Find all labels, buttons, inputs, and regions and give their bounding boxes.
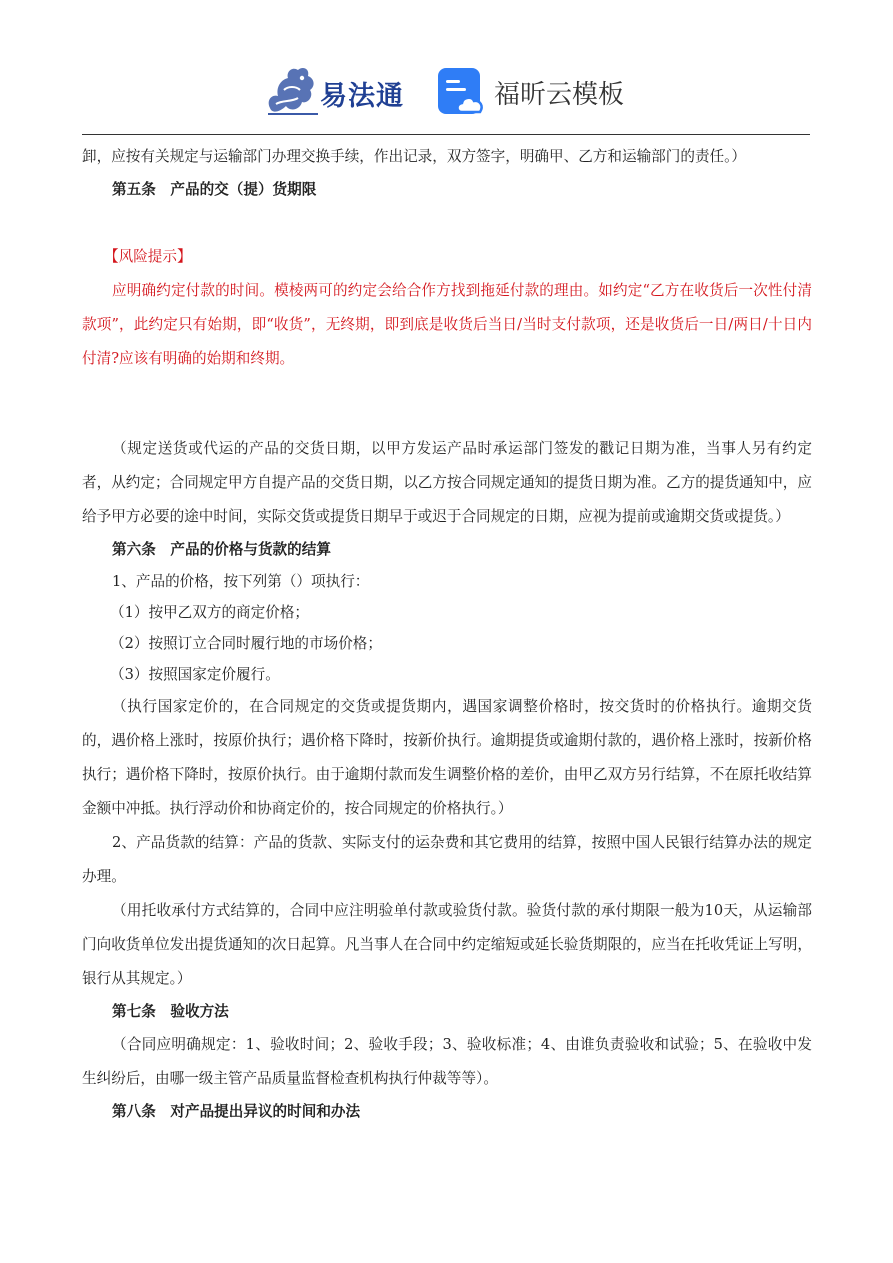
article-6-price-clause: 1、产品的价格，按下列第（）项执行： bbox=[112, 573, 370, 590]
article-6-price-note: （执行国家定价的，在合同规定的交货或提货期内，遇国家调整价格时，按交货时的价格执行。逾期交货的，遇价格上涨时，按原价执行；遇价格下降时，按新价执行。逾期提货或逾期付款的，遇价格上涨时，按新价格执行；遇价格下降时，按原价执行。由于逾期付款而发生调整价格的差价，由甲乙双方另行结算，不在原托收结算金额中冲抵。执行浮动价和协商定价的，按合同规定的价格执行。） bbox=[82, 698, 812, 817]
price-option-1: （1）按甲乙双方的商定价格； bbox=[110, 604, 310, 621]
page-header bbox=[0, 0, 893, 132]
qilin-emblem-icon bbox=[262, 60, 322, 120]
article-5-title: 第五条 产品的交（提）货期限 bbox=[112, 181, 317, 198]
article-5-note: （规定送货或代运的产品的交货日期，以甲方发运产品时承运部门签发的戳记日期为准，当事人另有约定者，从约定；合同规定甲方自提产品的交货日期，以乙方按合同规定通知的提货日期为准。乙方的提货通知中，应给予甲方必要的途中时间，实际交货或提货日期早于或迟于合同规定的日期，应视为提前或逾期交货或提货。） bbox=[82, 440, 812, 525]
right-brand-name: 福昕云模板 bbox=[494, 80, 625, 110]
price-option-2: （2）按照订立合同时履行地的市场价格； bbox=[110, 635, 382, 652]
cloud-document-icon bbox=[436, 66, 488, 118]
header-divider bbox=[82, 134, 810, 135]
article-6-title: 第六条 产品的价格与货款的结算 bbox=[112, 541, 331, 558]
foxit-cloud-template-logo bbox=[436, 66, 656, 118]
continued-paragraph: 卸，应按有关规定与运输部门办理交换手续，作出记录，双方签字，明确甲、乙方和运输部门的责任。） bbox=[82, 148, 747, 165]
article-8-title: 第八条 对产品提出异议的时间和办法 bbox=[112, 1103, 361, 1120]
article-7-title: 第七条 验收方法 bbox=[112, 1003, 229, 1020]
article-6-settlement-note: （用托收承付方式结算的，合同中应注明验单付款或验货付款。验货付款的承付期限一般为10天，从运输部门向收货单位发出提货通知的次日起算。凡当事人在合同中约定缩短或延长验货期限的，应当在托收凭证上写明，银行从其规定。） bbox=[82, 902, 812, 987]
yifatong-logo bbox=[262, 60, 422, 120]
article-6-settlement-clause: 2、产品货款的结算：产品的货款、实际支付的运杂费和其它费用的结算，按照中国人民银行结算办法的规定办理。 bbox=[82, 834, 812, 885]
risk-text: 应明确约定付款的时间。模棱两可的约定会给合作方找到拖延付款的理由。如约定“乙方在收货后一次性付清款项”，此约定只有始期，即“收货”，无终期，即到底是收货后当日/当时支付款项，还是收货后一日/两日/十日内付清?应该有明确的始期和终期。 bbox=[82, 282, 812, 367]
left-brand-name: 易法通 bbox=[320, 81, 404, 112]
risk-label: 【风险提示】 bbox=[104, 248, 192, 265]
document-body bbox=[82, 140, 812, 1128]
article-7-note: （合同应明确规定：1、验收时间；2、验收手段；3、验收标准；4、由谁负责验收和试验；5、在验收中发生纠纷后，由哪一级主管产品质量监督检查机构执行仲裁等等）。 bbox=[82, 1036, 812, 1087]
price-option-3: （3）按照国家定价履行。 bbox=[110, 666, 280, 683]
